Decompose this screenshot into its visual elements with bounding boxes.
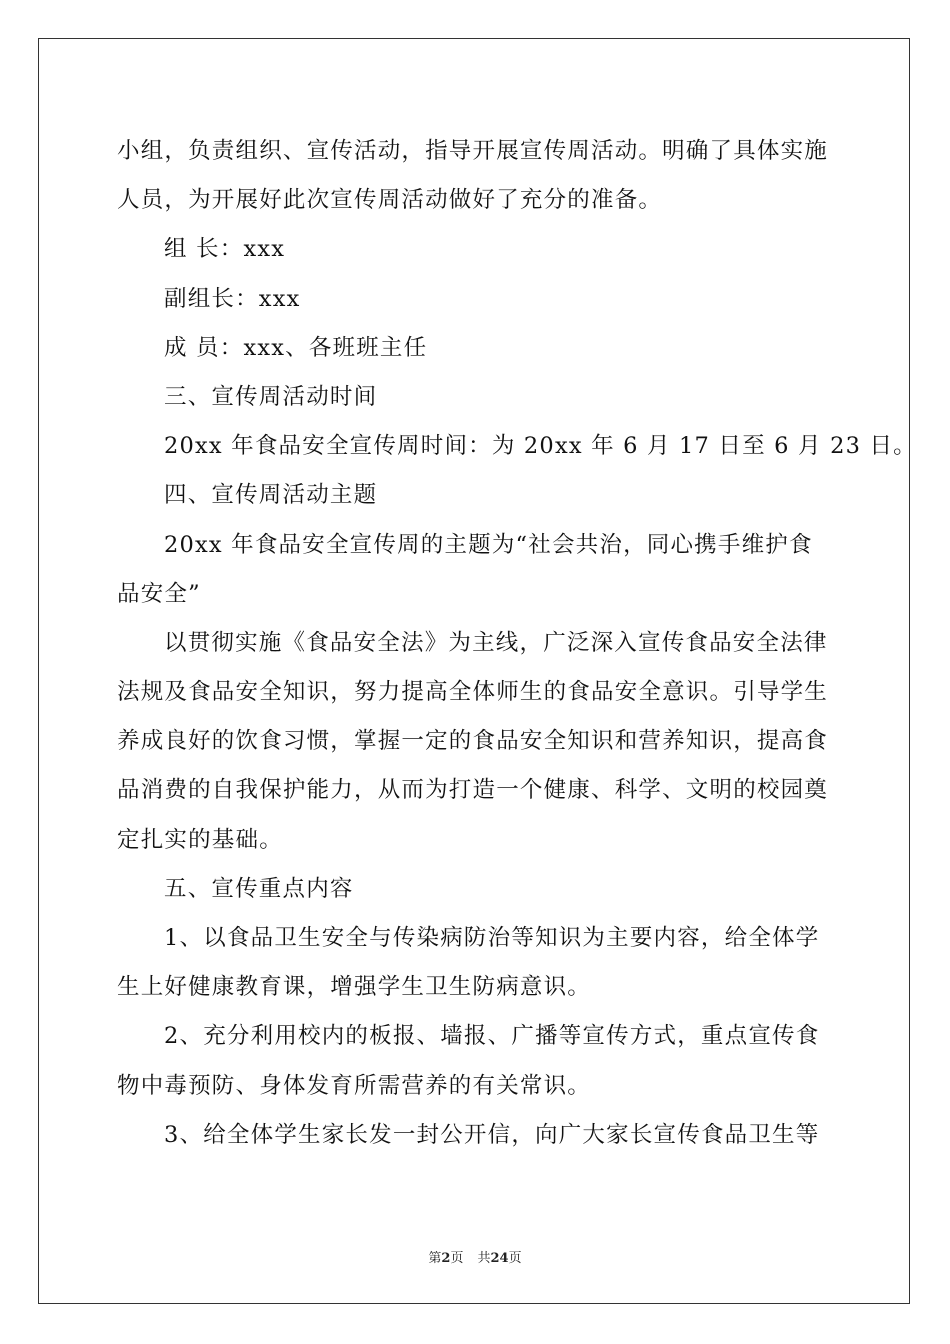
text-line: 2、充分利用校内的板报、墙报、广播等宣传方式，重点宣传食 <box>164 1023 820 1050</box>
text-line: 生上好健康教育课，增强学生卫生防病意识。 <box>117 974 592 1001</box>
text-line: 物中毒预防、身体发育所需营养的有关常识。 <box>117 1072 592 1099</box>
section-heading: 四、宣传周活动主题 <box>164 482 378 509</box>
total-suffix: 页 <box>508 1251 522 1266</box>
text-line: 养成良好的饮食习惯，掌握一定的食品安全知识和营养知识，提高食 <box>117 728 829 755</box>
text-line: 1、以食品卫生安全与传染病防治等知识为主要内容，给全体学 <box>164 925 820 951</box>
page-prefix: 第 <box>428 1251 442 1266</box>
page-suffix: 页 <box>450 1251 464 1266</box>
text-line: 成 员：xxx、各班班主任 <box>164 334 428 361</box>
text-line: 品安全” <box>117 580 201 607</box>
text-line: 组 长：xxx <box>164 236 286 263</box>
text-line: 小组，负责组织、宣传活动，指导开展宣传周活动。明确了具体实施 <box>117 138 829 164</box>
document-body <box>117 127 917 1160</box>
text-line: 人员，为开展好此次宣传周活动做好了充分的准备。 <box>117 187 663 214</box>
text-line: 20xx 年食品安全宣传周的主题为“社会共治，同心携手维护食 <box>164 531 813 558</box>
page-footer <box>0 1247 950 1266</box>
text-line: 副组长：xxx <box>164 285 301 312</box>
text-line: 20xx 年食品安全宣传周时间：为 20xx 年 6 月 17 日至 6 月 23 日。 <box>164 433 917 460</box>
page-number: 2 <box>441 1251 451 1266</box>
total-pages: 24 <box>490 1251 509 1266</box>
text-line: 品消费的自我保护能力，从而为打造一个健康、科学、文明的校园奠 <box>117 777 829 804</box>
text-line: 法规及食品安全知识，努力提高全体师生的食品安全意识。引导学生 <box>117 679 829 706</box>
text-line: 以贯彻实施《食品安全法》为主线，广泛深入宣传食品安全法律 <box>164 629 828 656</box>
section-heading: 三、宣传周活动时间 <box>164 383 378 410</box>
total-prefix: 共 <box>477 1251 491 1266</box>
text-line: 定扎实的基础。 <box>117 826 283 853</box>
text-line: 3、给全体学生家长发一封公开信，向广大家长宣传食品卫生等 <box>164 1121 820 1148</box>
section-heading: 五、宣传重点内容 <box>164 875 354 902</box>
